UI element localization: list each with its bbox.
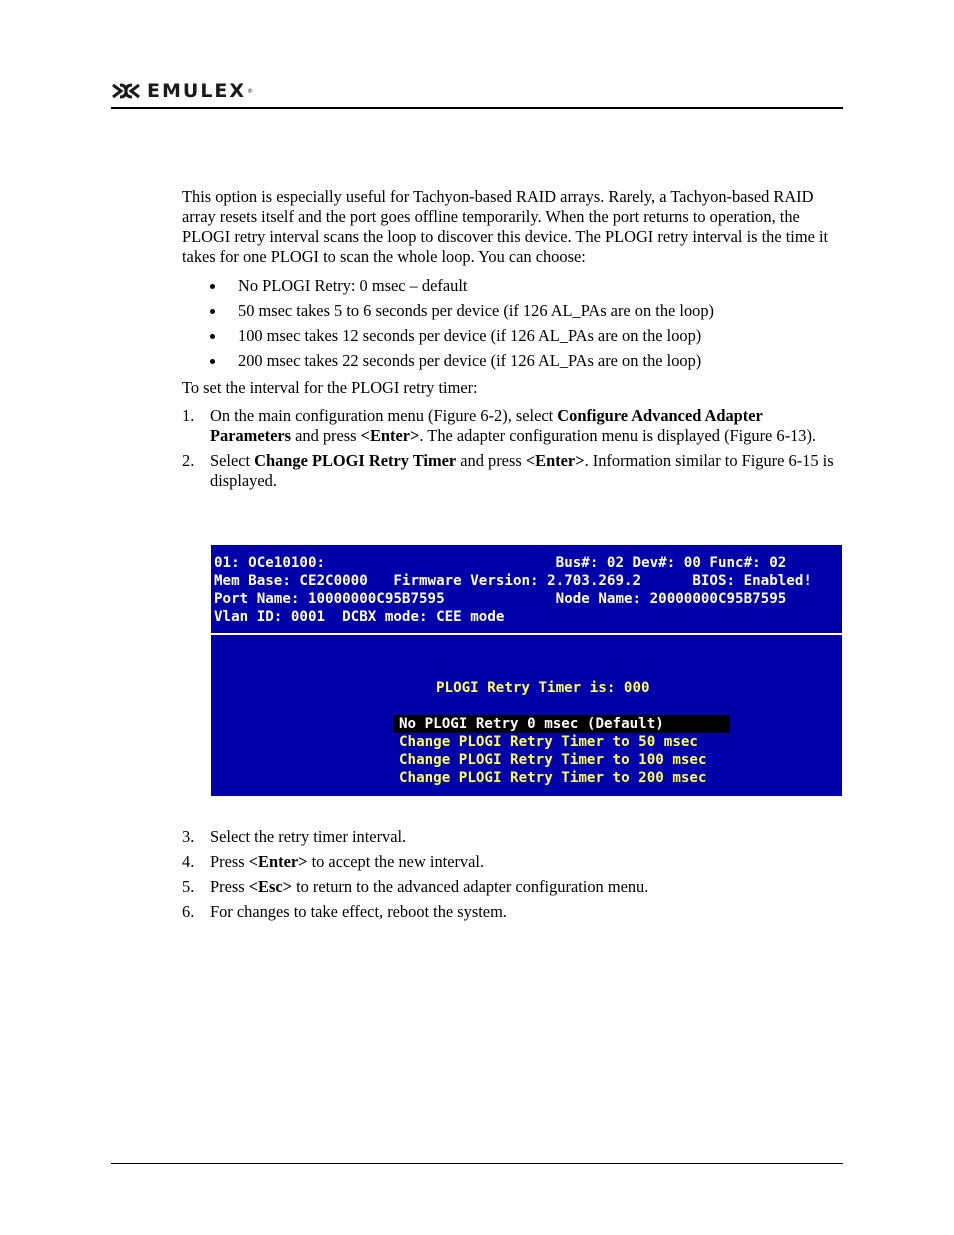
- procedure-steps: [182, 406, 844, 491]
- step-item: [182, 406, 844, 446]
- step-number: 4.: [182, 852, 195, 871]
- footer-rule: [111, 1163, 843, 1164]
- menu-option-no-retry[interactable]: No PLOGI Retry 0 msec (Default): [393, 715, 730, 733]
- step-text: On the main configuration menu (Figure 6-2), select: [210, 406, 558, 425]
- option-list: [182, 276, 844, 371]
- menu-option-200-msec[interactable]: Change PLOGI Retry Timer to 200 msec: [399, 770, 707, 786]
- step-text: Select the retry timer interval.: [210, 827, 407, 846]
- step-text: Select: [210, 451, 255, 470]
- retry-timer-status: PLOGI Retry Timer is: 000: [436, 680, 650, 696]
- intro-paragraph: This option is especially useful for Tachyon-based RAID arrays. Rarely, a Tachyon-based RAID array resets itself and the port goes offline temporarily. When the port returns to operation, the PLOGI retry interval scans the loop to discover this device. The PLOGI retry interval is the time it takes for one PLOGI to scan the whole loop. You can choose:: [182, 187, 829, 266]
- procedure-lead: To set the interval for the PLOGI retry timer:: [182, 378, 478, 397]
- memory-firmware-line: Mem Base: CE2C0000 Firmware Version: 2.703.269.2 BIOS: Enabled!: [214, 573, 812, 589]
- step-bold: <Enter>: [525, 451, 585, 470]
- header-rule: [111, 107, 843, 109]
- menu-option-100-msec[interactable]: Change PLOGI Retry Timer to 100 msec: [399, 752, 707, 768]
- step-text: Press: [210, 877, 249, 896]
- logo-wordmark: EMULEX: [147, 80, 247, 102]
- step-bold: <Enter>: [248, 852, 308, 871]
- page-header: [111, 80, 253, 102]
- step-number: 2.: [182, 451, 195, 470]
- step-item: [182, 877, 844, 897]
- step-text: For changes to take effect, reboot the system.: [210, 902, 507, 921]
- step-item: [182, 827, 844, 847]
- step-bold: Configure Advanced Adapter Parameters: [210, 406, 763, 445]
- list-item: No PLOGI Retry: 0 msec – default: [182, 276, 844, 296]
- step-bold: Change PLOGI Retry Timer: [254, 451, 457, 470]
- step-number: 1.: [182, 406, 195, 425]
- menu-option-50-msec[interactable]: Change PLOGI Retry Timer to 50 msec: [399, 734, 698, 750]
- port-node-line: Port Name: 10000000C95B7595 Node Name: 20000000C95B7595: [214, 591, 787, 607]
- body-content: [182, 187, 844, 496]
- step-number: 3.: [182, 827, 195, 846]
- step-bold: <Esc>: [248, 877, 292, 896]
- vlan-dcbx-line: Vlan ID: 0001 DCBX mode: CEE mode: [214, 609, 505, 625]
- emulex-logo-icon: [111, 82, 141, 100]
- step-text: to return to the advanced adapter configuration menu.: [291, 877, 649, 896]
- step-number: 5.: [182, 877, 195, 896]
- step-text: to accept the new interval.: [307, 852, 485, 871]
- step-number: 6.: [182, 902, 195, 921]
- step-item: [182, 852, 844, 872]
- step-text: and press: [291, 426, 361, 445]
- step-text: . Information similar to Figure 6-15 is displayed.: [210, 451, 834, 490]
- steps-list: [182, 827, 844, 922]
- adapter-info-line: 01: OCe10100: Bus#: 02 Dev#: 00 Func#: 02: [214, 555, 787, 571]
- screen-divider: [211, 633, 842, 635]
- procedure-steps-continued: [182, 827, 844, 927]
- list-item: 50 msec takes 5 to 6 seconds per device (if 126 AL_PAs are on the loop): [182, 301, 844, 321]
- step-text: . The adapter configuration menu is displayed (Figure 6-13).: [419, 426, 817, 445]
- bios-screenshot: [211, 545, 842, 796]
- trademark-mark: ®: [247, 87, 254, 95]
- step-item: [182, 902, 844, 922]
- step-text: and press: [456, 451, 526, 470]
- step-bold: <Enter>: [360, 426, 420, 445]
- list-item: 100 msec takes 12 seconds per device (if 126 AL_PAs are on the loop): [182, 326, 844, 346]
- list-item: 200 msec takes 22 seconds per device (if 126 AL_PAs are on the loop): [182, 351, 844, 371]
- step-text: Press: [210, 852, 249, 871]
- step-item: [182, 451, 844, 491]
